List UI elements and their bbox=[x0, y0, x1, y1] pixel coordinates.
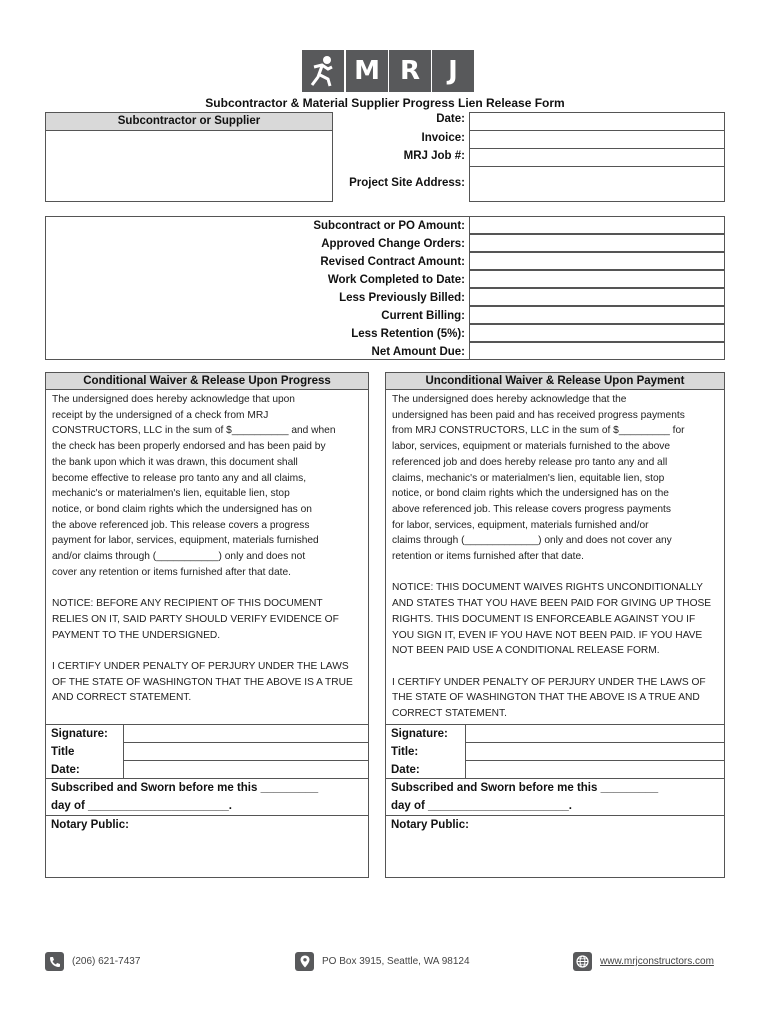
invoice-label: Invoice: bbox=[421, 132, 465, 144]
unconditional-body-line: from MRJ CONSTRUCTORS, LLC in the sum of $_________ for bbox=[392, 425, 685, 437]
invoice-field[interactable] bbox=[469, 130, 725, 149]
unconditional-certify-line: THE STATE OF WASHINGTON THAT THE ABOVE IS A TRUE AND bbox=[392, 692, 700, 704]
unconditional-notice-line: AND STATES THAT YOU HAVE BEEN PAID FOR GIVING UP THOSE bbox=[392, 598, 712, 610]
conditional-certify-line: OF THE STATE OF WASHINGTON THAT THE ABOVE IS A TRUE bbox=[52, 676, 353, 688]
person-running-icon bbox=[308, 55, 338, 87]
conditional-date-label: Date: bbox=[51, 764, 80, 776]
amount-label-net-due: Net Amount Due: bbox=[371, 346, 465, 358]
unconditional-signature-field[interactable] bbox=[465, 724, 725, 743]
unconditional-title-field[interactable] bbox=[465, 742, 725, 761]
globe-icon bbox=[573, 952, 592, 971]
conditional-body-line: the bank upon which it was drawn, this document shall bbox=[52, 456, 298, 468]
amount-field-net-due[interactable] bbox=[469, 342, 725, 360]
job-number-label: MRJ Job #: bbox=[403, 150, 465, 162]
amount-field-previously-billed[interactable] bbox=[469, 288, 725, 306]
conditional-sworn-day: day of ______________________. bbox=[51, 800, 232, 812]
unconditional-waiver-text bbox=[392, 392, 724, 722]
conditional-certify-line: AND CORRECT STATEMENT. bbox=[52, 692, 192, 704]
conditional-body-line: and/or claims through (___________) only and does not bbox=[52, 551, 306, 563]
conditional-notice-line: NOTICE: BEFORE ANY RECIPIENT OF THIS DOCUMENT bbox=[52, 598, 323, 610]
conditional-body-line: mechanic's or materialmen's lien, equitable lien, stop bbox=[52, 488, 290, 500]
conditional-body-line: The undersigned does hereby acknowledge that upon bbox=[52, 394, 295, 405]
unconditional-body-line: notice, or bond claim rights which the undersigned has on the bbox=[392, 488, 669, 500]
amount-label-change-orders: Approved Change Orders: bbox=[321, 238, 465, 250]
conditional-notice-line: RELIES ON IT, SAID PARTY SHOULD VERIFY EVIDENCE OF bbox=[52, 613, 339, 625]
subcontractor-label: Subcontractor or Supplier bbox=[45, 112, 333, 131]
unconditional-notary-label: Notary Public: bbox=[391, 819, 469, 831]
unconditional-title-label: Title: bbox=[391, 746, 419, 758]
amount-field-work-completed[interactable] bbox=[469, 270, 725, 288]
unconditional-sworn-day: day of ______________________. bbox=[391, 800, 572, 812]
amount-label-retention: Less Retention (5%): bbox=[351, 328, 465, 340]
unconditional-body-line: referenced job and does hereby release pro tanto any and all bbox=[392, 456, 668, 468]
unconditional-date-label: Date: bbox=[391, 764, 420, 776]
unconditional-body-line: claims through (_____________) only and does not cover any bbox=[392, 535, 672, 547]
unconditional-body-line: The undersigned does hereby acknowledge that the bbox=[392, 394, 627, 405]
unconditional-signature-label: Signature: bbox=[391, 728, 448, 740]
unconditional-date-field[interactable] bbox=[465, 760, 725, 779]
unconditional-waiver-heading: Unconditional Waiver & Release Upon Payment bbox=[385, 372, 725, 390]
logo-mark bbox=[302, 50, 344, 92]
form-title: Subcontractor & Material Supplier Progress Lien Release Form bbox=[205, 96, 565, 110]
conditional-signature-field[interactable] bbox=[123, 724, 369, 743]
conditional-body-line: CONSTRUCTORS, LLC in the sum of $__________ and when bbox=[52, 425, 336, 437]
map-pin-icon bbox=[295, 952, 314, 971]
amount-label-current-billing: Current Billing: bbox=[381, 310, 465, 322]
date-label: Date: bbox=[436, 113, 465, 125]
subcontractor-field[interactable] bbox=[45, 130, 333, 202]
footer-website-link[interactable]: www.mrjconstructors.com bbox=[600, 956, 714, 967]
unconditional-body-line: undersigned has been paid and has received progress payments bbox=[392, 409, 685, 421]
job-number-field[interactable] bbox=[469, 148, 725, 167]
unconditional-body-line: retention or items furnished after that date. bbox=[392, 551, 584, 563]
conditional-body-line: cover any retention or items furnished after that date. bbox=[52, 566, 291, 578]
unconditional-certify-line: I CERTIFY UNDER PENALTY OF PERJURY UNDER THE LAWS OF bbox=[392, 676, 706, 688]
amount-field-subcontract[interactable] bbox=[469, 216, 725, 234]
date-field[interactable] bbox=[469, 112, 725, 131]
conditional-waiver-text bbox=[52, 392, 368, 706]
conditional-body-line: notice, or bond claim rights which the undersigned has on bbox=[52, 503, 312, 515]
conditional-title-label: Title bbox=[51, 746, 75, 758]
amount-label-revised: Revised Contract Amount: bbox=[320, 256, 465, 268]
unconditional-body-line: labor, services, equipment or materials furnished to the above bbox=[392, 441, 671, 453]
amount-field-change-orders[interactable] bbox=[469, 234, 725, 252]
unconditional-body-line: for labor, services, equipment, materials furnished and/or bbox=[392, 519, 649, 531]
conditional-body-line: the check has been properly endorsed and has been paid by bbox=[52, 441, 326, 453]
unconditional-body-line: claims, mechanic's or materialmen's lien, equitable lien, stop bbox=[392, 472, 665, 484]
amount-field-retention[interactable] bbox=[469, 324, 725, 342]
conditional-notice-line: PAYMENT TO THE UNDERSIGNED. bbox=[52, 629, 221, 641]
amount-label-work-completed: Work Completed to Date: bbox=[327, 274, 465, 286]
conditional-body-line: payment for labor, services, equipment, materials furnished bbox=[52, 535, 319, 547]
unconditional-certify-line: CORRECT STATEMENT. bbox=[392, 708, 507, 720]
amount-label-previously-billed: Less Previously Billed: bbox=[339, 292, 465, 304]
project-site-label: Project Site Address: bbox=[349, 177, 465, 189]
logo-letter-m: M bbox=[346, 50, 388, 92]
amount-field-revised[interactable] bbox=[469, 252, 725, 270]
conditional-body-line: become effective to release pro tanto any and all claims, bbox=[52, 472, 307, 484]
conditional-body-line: receipt by the undersigned of a check from MRJ bbox=[52, 409, 269, 421]
footer-address: PO Box 3915, Seattle, WA 98124 bbox=[322, 956, 470, 967]
logo-letter-j: J bbox=[432, 50, 474, 92]
conditional-waiver-heading: Conditional Waiver & Release Upon Progress bbox=[45, 372, 369, 390]
conditional-certify-line: I CERTIFY UNDER PENALTY OF PERJURY UNDER THE LAWS bbox=[52, 660, 349, 672]
unconditional-notice-line: YOU SIGN IT, EVEN IF YOU HAVE NOT BEEN PAID. IF YOU HAVE bbox=[392, 629, 703, 641]
unconditional-notice-line: NOT BEEN PAID USE A CONDITIONAL RELEASE FORM. bbox=[392, 645, 660, 657]
conditional-title-field[interactable] bbox=[123, 742, 369, 761]
project-site-field[interactable] bbox=[469, 166, 725, 202]
conditional-sworn-line: Subscribed and Sworn before me this _________ bbox=[51, 782, 319, 794]
unconditional-notice-line: NOTICE: THIS DOCUMENT WAIVES RIGHTS UNCONDITIONALLY bbox=[392, 582, 703, 594]
conditional-notary-label: Notary Public: bbox=[51, 819, 129, 831]
amount-label-subcontract: Subcontract or PO Amount: bbox=[313, 220, 465, 232]
unconditional-notice-line: RIGHTS. THIS DOCUMENT IS ENFORCEABLE AGAINST YOU IF bbox=[392, 613, 696, 625]
logo-letter-r: R bbox=[389, 50, 431, 92]
conditional-body-line: the above referenced job. This release covers a progress bbox=[52, 519, 310, 531]
amount-field-current-billing[interactable] bbox=[469, 306, 725, 324]
footer-phone[interactable]: (206) 621-7437 bbox=[72, 956, 141, 967]
conditional-signature-label: Signature: bbox=[51, 728, 108, 740]
unconditional-body-line: above referenced job. This release covers progress payments bbox=[392, 503, 671, 515]
phone-icon bbox=[45, 952, 64, 971]
conditional-date-field[interactable] bbox=[123, 760, 369, 779]
unconditional-sworn-line: Subscribed and Sworn before me this _________ bbox=[391, 782, 659, 794]
